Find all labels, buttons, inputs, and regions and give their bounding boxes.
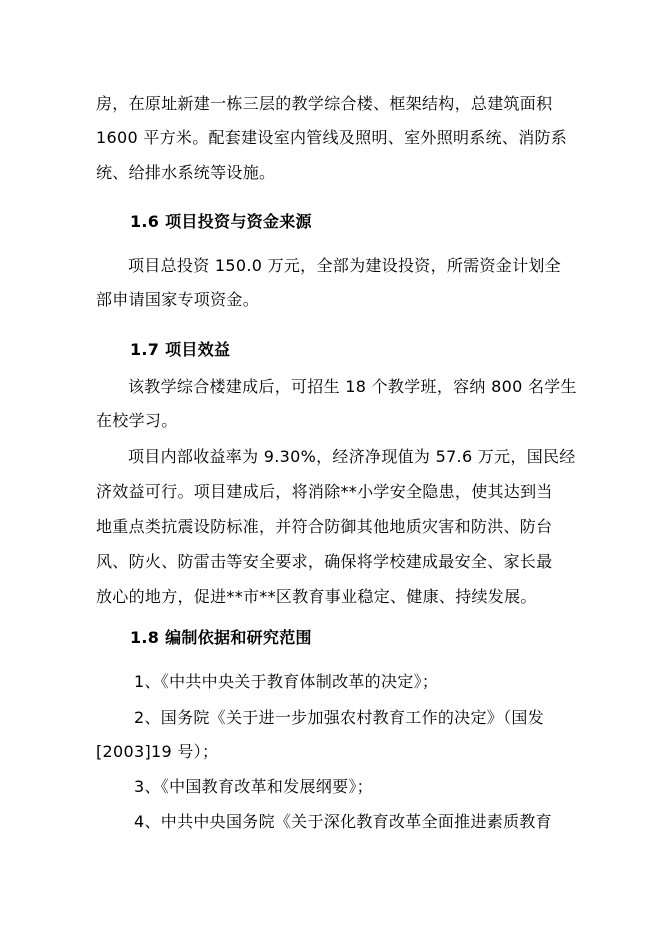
section-heading-1-7: 1.7 项目效益 <box>130 340 231 359</box>
section-heading-1-8: 1.8 编制依据和研究范围 <box>130 628 312 647</box>
list-item: 3、《中国教育改革和发展纲要》； <box>134 777 373 796</box>
list-item: 4、中共中央国务院《关于深化教育改革全面推进素质教育 <box>134 812 552 831</box>
paragraph-line: 项目总投资 150.0 万元，全部为建设投资，所需资金计划全 <box>128 256 561 275</box>
paragraph-line: 地重点类抗震设防标准，并符合防御其他地质灾害和防洪、防台 <box>96 517 553 536</box>
list-item: 2、国务院《关于进一步加强农村教育工作的决定》（国发 <box>134 708 544 727</box>
paragraph-line: 风、防火、防雷击等安全要求，确保将学校建成最安全、家长最 <box>96 552 553 571</box>
section-heading-1-6: 1.6 项目投资与资金来源 <box>130 212 312 231</box>
paragraph-line: 部申请国家专项资金。 <box>96 290 260 309</box>
paragraph-line: 房，在原址新建一栋三层的教学综合楼、框架结构，总建筑面积 <box>96 94 553 113</box>
paragraph-line: 统、给排水系统等设施。 <box>96 163 276 182</box>
paragraph-line: 在校学习。 <box>96 411 178 430</box>
list-item: 1、《中共中央关于教育体制改革的决定》； <box>134 672 439 691</box>
list-item-continuation: [2003]19 号）； <box>96 742 219 761</box>
paragraph-line: 项目内部收益率为 9.30%，经济净现值为 57.6 万元，国民经 <box>128 447 576 466</box>
paragraph-line: 济效益可行。项目建成后，将消除**小学安全隐患，使其达到当 <box>96 482 553 501</box>
paragraph-line: 放心的地方，促进**市**区教育事业稳定、健康、持续发展。 <box>96 587 537 606</box>
paragraph-line: 1600 平方米。配套建设室内管线及照明、室外照明系统、消防系 <box>96 128 568 147</box>
paragraph-line: 该教学综合楼建成后，可招生 18 个教学班，容纳 800 名学生 <box>128 377 577 396</box>
